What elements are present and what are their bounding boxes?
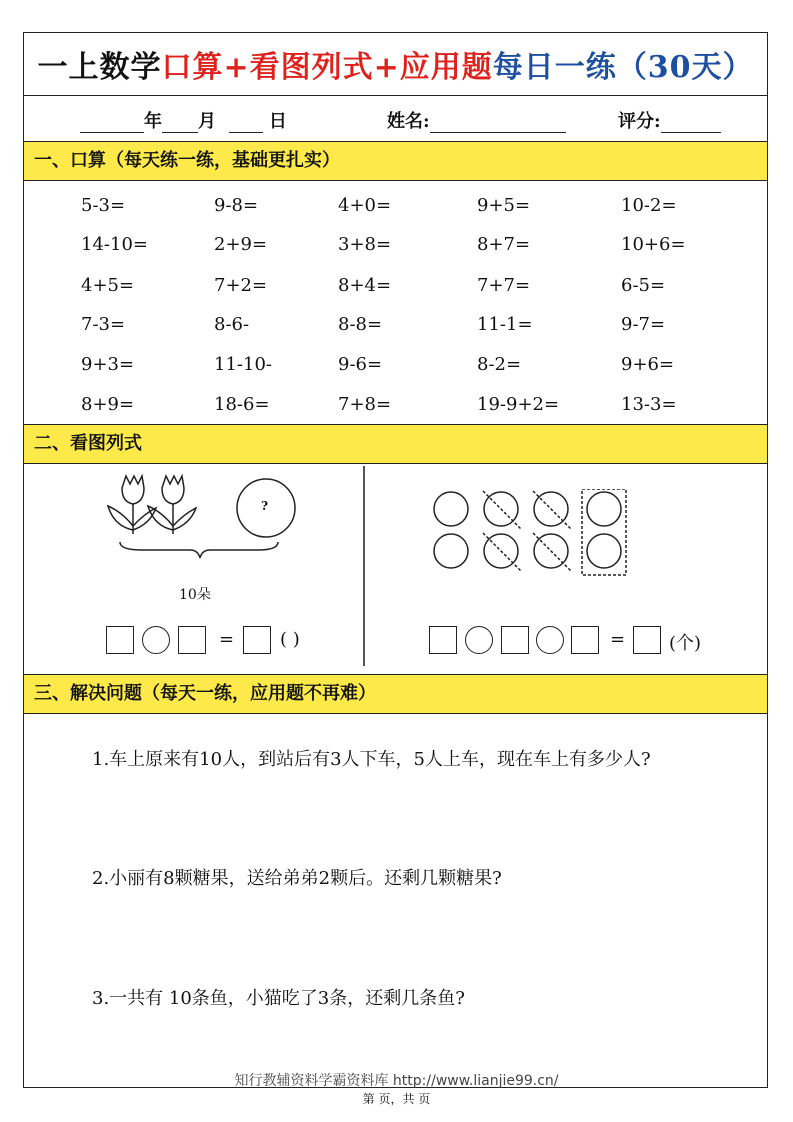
math-problem: 8-6-	[214, 314, 250, 335]
math-problem: 11-10-	[214, 354, 272, 375]
math-problem: 8+7=	[477, 234, 531, 255]
score-label: 评分:	[618, 111, 661, 132]
answer-box[interactable]	[106, 626, 134, 654]
math-problem: 7+2=	[214, 275, 268, 296]
divider	[363, 466, 365, 666]
math-problem: 8+4=	[338, 275, 392, 296]
score-field[interactable]	[618, 107, 721, 133]
operator-circle[interactable]	[536, 626, 564, 654]
section-2-heading: 二、看图列式	[24, 424, 767, 464]
math-problem: 13-3=	[621, 394, 677, 415]
circle	[587, 534, 621, 568]
answer-box[interactable]	[429, 626, 457, 654]
tulips-illustration	[102, 472, 302, 572]
answer-box[interactable]	[571, 626, 599, 654]
math-problem: 9+5=	[477, 195, 531, 216]
math-problem: 11-1=	[477, 314, 533, 335]
name-label: 姓名:	[387, 111, 430, 132]
year-label: 年	[144, 111, 162, 132]
date-field[interactable]	[80, 107, 287, 133]
math-problem: 9+6=	[621, 354, 675, 375]
month-label: 月	[198, 111, 216, 132]
watermark: 知行教辅资料学霸资料库 http://www.lianjie99.cn/	[234, 1073, 559, 1089]
word-problem: 3.一共有 10条鱼，小猫吃了3条，还剩几条鱼?	[92, 988, 465, 1009]
math-problem: 7-3=	[81, 314, 126, 335]
operator-circle[interactable]	[465, 626, 493, 654]
operator-circle[interactable]	[142, 626, 170, 654]
math-problem: 3+8=	[338, 234, 392, 255]
picture-equations	[24, 466, 767, 674]
math-problem: 9+3=	[81, 354, 135, 375]
word-problems	[24, 715, 767, 1085]
math-problem: 4+5=	[81, 275, 135, 296]
math-problem: 9-7=	[621, 314, 666, 335]
result-box[interactable]	[243, 626, 271, 654]
equals-sign: =	[610, 629, 626, 650]
math-problem: 8-8=	[338, 314, 383, 335]
math-problem: 14-10=	[81, 234, 148, 255]
mental-math-grid	[24, 183, 767, 423]
total-label: 10朵	[179, 587, 211, 603]
circle	[434, 492, 468, 526]
circle	[434, 534, 468, 568]
math-problem: 9-8=	[214, 195, 259, 216]
circle	[587, 492, 621, 526]
tulip-icon	[148, 476, 196, 534]
worksheet	[23, 32, 768, 1088]
section-3-heading: 三、解决问题（每天一练，应用题不再难）	[24, 674, 767, 714]
info-row	[24, 95, 767, 142]
word-problem: 2.小丽有8颗糖果，送给弟弟2颗后。还剩几颗糖果?	[92, 868, 502, 889]
equals-sign: =	[219, 629, 235, 650]
unit-label: (个)	[669, 633, 702, 654]
brace	[120, 542, 278, 558]
math-problem: 7+8=	[338, 394, 392, 415]
math-problem: 18-6=	[214, 394, 270, 415]
answer-box[interactable]	[501, 626, 529, 654]
unit-label: ( )	[280, 629, 300, 650]
math-problem: 2+9=	[214, 234, 268, 255]
math-problem: 10+6=	[621, 234, 686, 255]
question-mark: ?	[261, 499, 269, 513]
day-label: 日	[268, 111, 287, 132]
math-problem: 8+9=	[81, 394, 135, 415]
title-part-1: 一上数学	[37, 50, 162, 85]
title-part-3: 每日一练（30天）	[492, 50, 754, 85]
page-number: 第 页，共 页	[362, 1092, 431, 1106]
result-box[interactable]	[633, 626, 661, 654]
section-1-heading: 一、口算（每天练一练，基础更扎实）	[24, 141, 767, 181]
page-title	[24, 33, 767, 96]
math-problem: 9-6=	[338, 354, 383, 375]
title-part-2: 口算+看图列式+应用题	[161, 50, 493, 85]
name-field[interactable]	[387, 107, 566, 133]
math-problem: 5-3=	[81, 195, 126, 216]
math-problem: 8-2=	[477, 354, 522, 375]
math-problem: 10-2=	[621, 195, 677, 216]
circles-illustration	[429, 489, 629, 577]
tulip-icon	[108, 476, 156, 534]
math-problem: 6-5=	[621, 275, 666, 296]
math-problem: 19-9+2=	[477, 394, 560, 415]
word-problem: 1.车上原来有10人，到站后有3人下车，5人上车，现在车上有多少人?	[92, 749, 651, 770]
math-problem: 4+0=	[338, 195, 392, 216]
answer-box[interactable]	[178, 626, 206, 654]
math-problem: 7+7=	[477, 275, 531, 296]
